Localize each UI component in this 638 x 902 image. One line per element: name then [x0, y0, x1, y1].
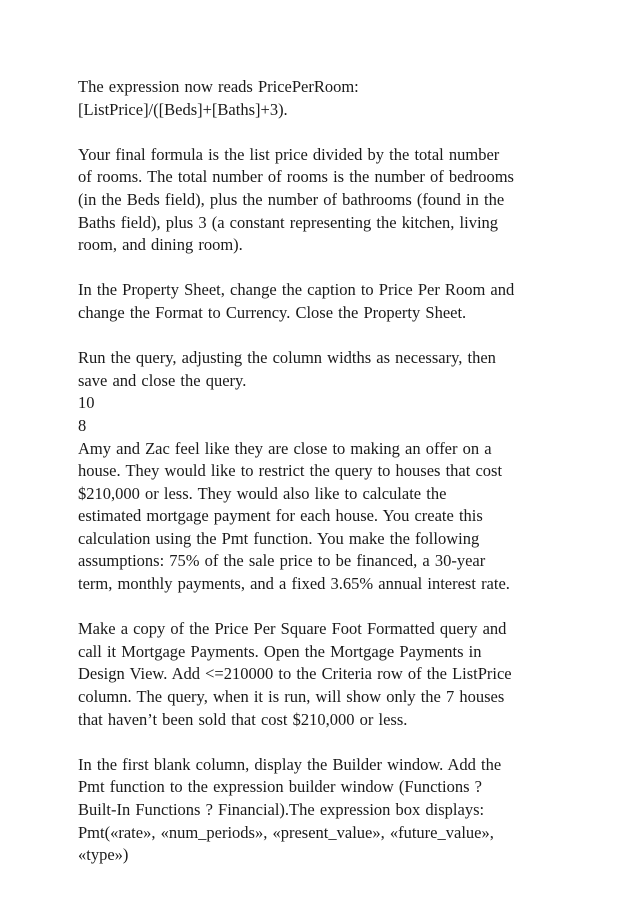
text-line: assumptions: 75% of the sale price to be financed, a 30-year — [78, 551, 486, 571]
text-line: The expression now reads PricePerRoom: — [78, 77, 359, 96]
text-line: term, monthly payments, and a fixed 3.65% annual interest rate. — [78, 574, 510, 594]
text-line: save and close the query. — [78, 370, 247, 390]
text-line: Built-In Functions ? Financial).The expression box displays: — [78, 800, 485, 819]
text-line: Amy and Zac feel like they are close to making an offer on a — [78, 438, 492, 458]
text-line: Design View. Add <=210000 to the Criteria row of the ListPrice — [78, 664, 512, 684]
text-line: column. The query, when it is run, will show only the 7 houses — [78, 687, 505, 707]
text-line: house. They would like to restrict the query to houses that cost — [78, 461, 503, 481]
text-line: (in the Beds field), plus the number of bathrooms (found in the — [78, 189, 505, 209]
paragraph-run-query — [78, 347, 578, 596]
step-number: 8 — [78, 415, 87, 435]
page-number: 10 — [78, 393, 95, 413]
text-line: call it Mortgage Payments. Open the Mortgage Payments in — [78, 641, 482, 661]
text-line: Baths field), plus 3 (a constant representing the kitchen, living — [78, 212, 499, 232]
text-line: change the Format to Currency. Close the Property Sheet. — [78, 302, 467, 322]
text-line: Pmt function to the expression builder window (Functions ? — [78, 777, 482, 797]
paragraph-formula-explanation — [78, 144, 578, 257]
text-line: «type») — [78, 845, 129, 865]
paragraph-property-sheet — [78, 279, 578, 324]
paragraph-expression — [78, 76, 578, 121]
text-line: room, and dining room). — [78, 235, 243, 255]
text-line: In the first blank column, display the Builder window. Add the — [78, 754, 502, 774]
text-line: Pmt(«rate», «num_periods», «present_value», «future_value», — [78, 822, 494, 842]
text-line: In the Property Sheet, change the caption to Price Per Room and — [78, 280, 515, 300]
paragraph-mortgage-copy — [78, 618, 578, 731]
text-line: [ListPrice]/([Beds]+[Baths]+3). — [78, 99, 288, 119]
text-line: calculation using the Pmt function. You make the following — [78, 528, 480, 548]
text-line: Make a copy of the Price Per Square Foot Formatted query and — [78, 619, 507, 639]
text-line: that haven’t been sold that cost $210,000 or less. — [78, 709, 408, 729]
document-body — [78, 76, 578, 867]
text-line: Your final formula is the list price divided by the total number — [78, 144, 500, 164]
paragraph-builder — [78, 754, 578, 867]
text-line: of rooms. The total number of rooms is the number of bedrooms — [78, 167, 514, 187]
text-line: estimated mortgage payment for each house. You create this — [78, 506, 483, 526]
text-line: Run the query, adjusting the column widths as necessary, then — [78, 348, 496, 368]
text-line: $210,000 or less. They would also like to calculate the — [78, 483, 447, 503]
